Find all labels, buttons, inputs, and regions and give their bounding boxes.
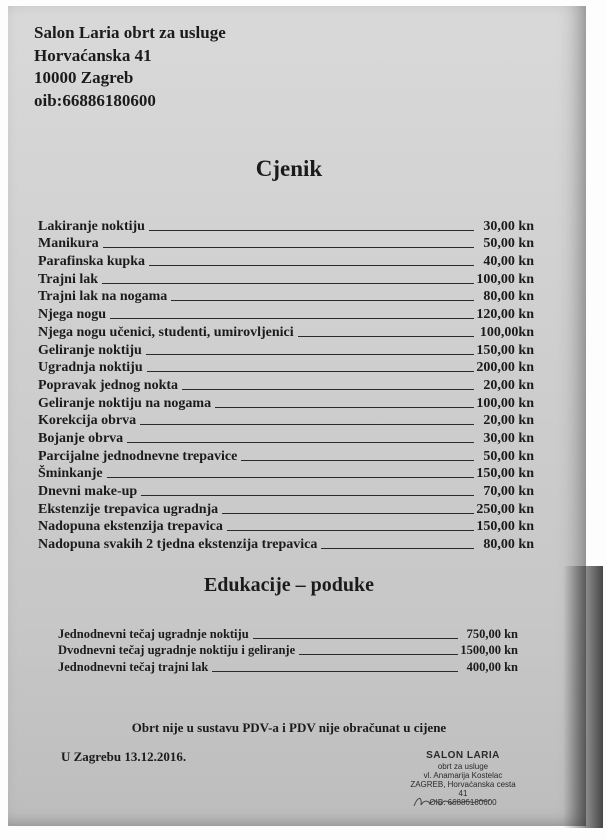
business-name: Salon Laria obrt za usluge (34, 23, 226, 42)
service-name: Geliranje noktiju (38, 342, 142, 358)
leader-line (149, 230, 474, 231)
price-row (38, 304, 534, 322)
price-row (38, 251, 534, 269)
education-list (58, 625, 518, 675)
price-row (38, 216, 534, 234)
service-name: Manikura (38, 236, 99, 252)
service-name: Trajni lak (38, 271, 99, 287)
service-price: 750,00 kn (466, 626, 518, 641)
service-price: 100,00 kn (476, 271, 534, 287)
price-row (38, 428, 534, 446)
service-name: Jednodnevni tečaj ugradnje noktiju (58, 626, 249, 641)
price-row (38, 287, 534, 305)
service-price: 150,00 kn (476, 342, 534, 358)
business-city: 10000 Zagreb (34, 68, 134, 87)
leader-line (107, 477, 474, 478)
business-street: Horvaćanska 41 (34, 45, 152, 65)
service-name: Njega nogu (38, 307, 107, 323)
handwritten-signature (412, 792, 492, 812)
education-title: Edukacije – poduke (203, 574, 375, 596)
service-name: Trajni lak na nogama (38, 289, 168, 305)
service-price: 40,00 kn (483, 254, 534, 270)
leader-line (146, 354, 474, 355)
leader-line (147, 371, 474, 372)
business-oib: oib:66886180600 (34, 90, 156, 110)
price-row (38, 499, 534, 517)
stamp-name: SALON LARIA (426, 750, 500, 761)
service-price: 1500,00 kn (460, 643, 518, 657)
service-price: 30,00 kn (483, 218, 534, 234)
stamp-address: ZAGREB, Horvaćanska cesta 41 (410, 780, 516, 798)
service-name: Geliranje noktiju na nogama (38, 395, 212, 411)
service-name: Ugradnja noktiju (38, 360, 143, 376)
leader-line (299, 654, 458, 655)
price-row (38, 534, 534, 552)
leader-line (103, 247, 474, 248)
price-row (38, 481, 534, 499)
price-row (38, 375, 534, 393)
leader-line (215, 407, 474, 408)
service-price: 250,00 kn (476, 501, 534, 517)
price-row (38, 393, 534, 411)
service-name: Bojanje obrva (38, 430, 124, 446)
leader-line (227, 530, 474, 531)
service-name: Nadopuna ekstenzija trepavica (38, 519, 223, 535)
leader-line (171, 300, 474, 301)
service-name: Lakiranje noktiju (38, 218, 145, 234)
price-list-title: Cjenik (255, 156, 323, 181)
service-price: 80,00 kn (483, 537, 534, 553)
leader-line (140, 424, 474, 425)
price-row (58, 658, 518, 675)
leader-line (182, 389, 474, 390)
service-price: 20,00 kn (483, 413, 534, 429)
service-price: 70,00 kn (483, 484, 534, 499)
price-row (38, 411, 534, 429)
price-list (38, 216, 534, 552)
page-edge-shadow (563, 566, 603, 828)
leader-line (127, 442, 474, 443)
service-name: Korekcija obrva (38, 413, 137, 429)
price-row (38, 464, 534, 482)
price-row (58, 642, 518, 659)
service-price: 100,00 kn (476, 395, 534, 411)
price-row (38, 340, 534, 358)
price-row (38, 234, 534, 252)
service-price: 20,00 kn (483, 377, 534, 393)
service-name: Parafinska kupka (38, 254, 145, 270)
service-name: Dnevni make-up (38, 484, 138, 499)
service-name: Jednodnevni tečaj trajni lak (58, 659, 209, 674)
price-row (38, 446, 534, 464)
service-name: Parcijalne jednodnevne trepavice (38, 448, 238, 464)
stamp-subtitle: obrt za usluge (437, 762, 489, 771)
price-row (38, 358, 534, 376)
service-name: Popravak jednog nokta (38, 377, 179, 393)
service-price: 150,00 kn (476, 466, 534, 482)
leader-line (149, 265, 474, 266)
service-price: 200,00 kn (476, 360, 534, 376)
business-header (34, 22, 226, 112)
price-row (38, 517, 534, 535)
service-price: 100,00kn (479, 324, 534, 340)
service-name: Njega nogu učenici, studenti, umirovljenici (38, 324, 294, 340)
document-date: U Zagrebu 13.12.2016. (61, 749, 187, 764)
service-price: 80,00 kn (483, 289, 534, 305)
service-name: Nadopuna svakih 2 tjedna ekstenzija trepavica (38, 537, 318, 553)
leader-line (222, 513, 474, 514)
document-page (8, 6, 586, 826)
leader-line (110, 318, 474, 319)
leader-line (241, 460, 474, 461)
service-price: 400,00 kn (466, 659, 518, 674)
leader-line (298, 336, 474, 337)
price-row (38, 322, 534, 340)
service-name: Dvodnevni tečaj ugradnje noktiju i geliranje (58, 643, 296, 657)
stamp-oib: OIB: 66886180600 (429, 798, 497, 807)
leader-line (102, 283, 474, 284)
leader-line (321, 548, 474, 549)
stamp-owner: vl. Anamarija Kostelac (423, 771, 503, 780)
service-name: Šminkanje (38, 466, 103, 482)
price-row (38, 269, 534, 287)
leader-line (253, 638, 458, 639)
leader-line (141, 495, 474, 496)
service-price: 150,00 kn (476, 519, 534, 535)
price-row (58, 625, 518, 642)
service-price: 120,00 kn (476, 307, 534, 323)
service-price: 50,00 kn (483, 236, 534, 252)
service-name: Ekstenzije trepavica ugradnja (38, 501, 219, 517)
service-price: 30,00 kn (483, 430, 534, 446)
service-price: 50,00 kn (483, 448, 534, 464)
leader-line (212, 671, 458, 672)
vat-note: Obrt nije u sustavu PDV-a i PDV nije obračunat u cijene (131, 720, 447, 735)
